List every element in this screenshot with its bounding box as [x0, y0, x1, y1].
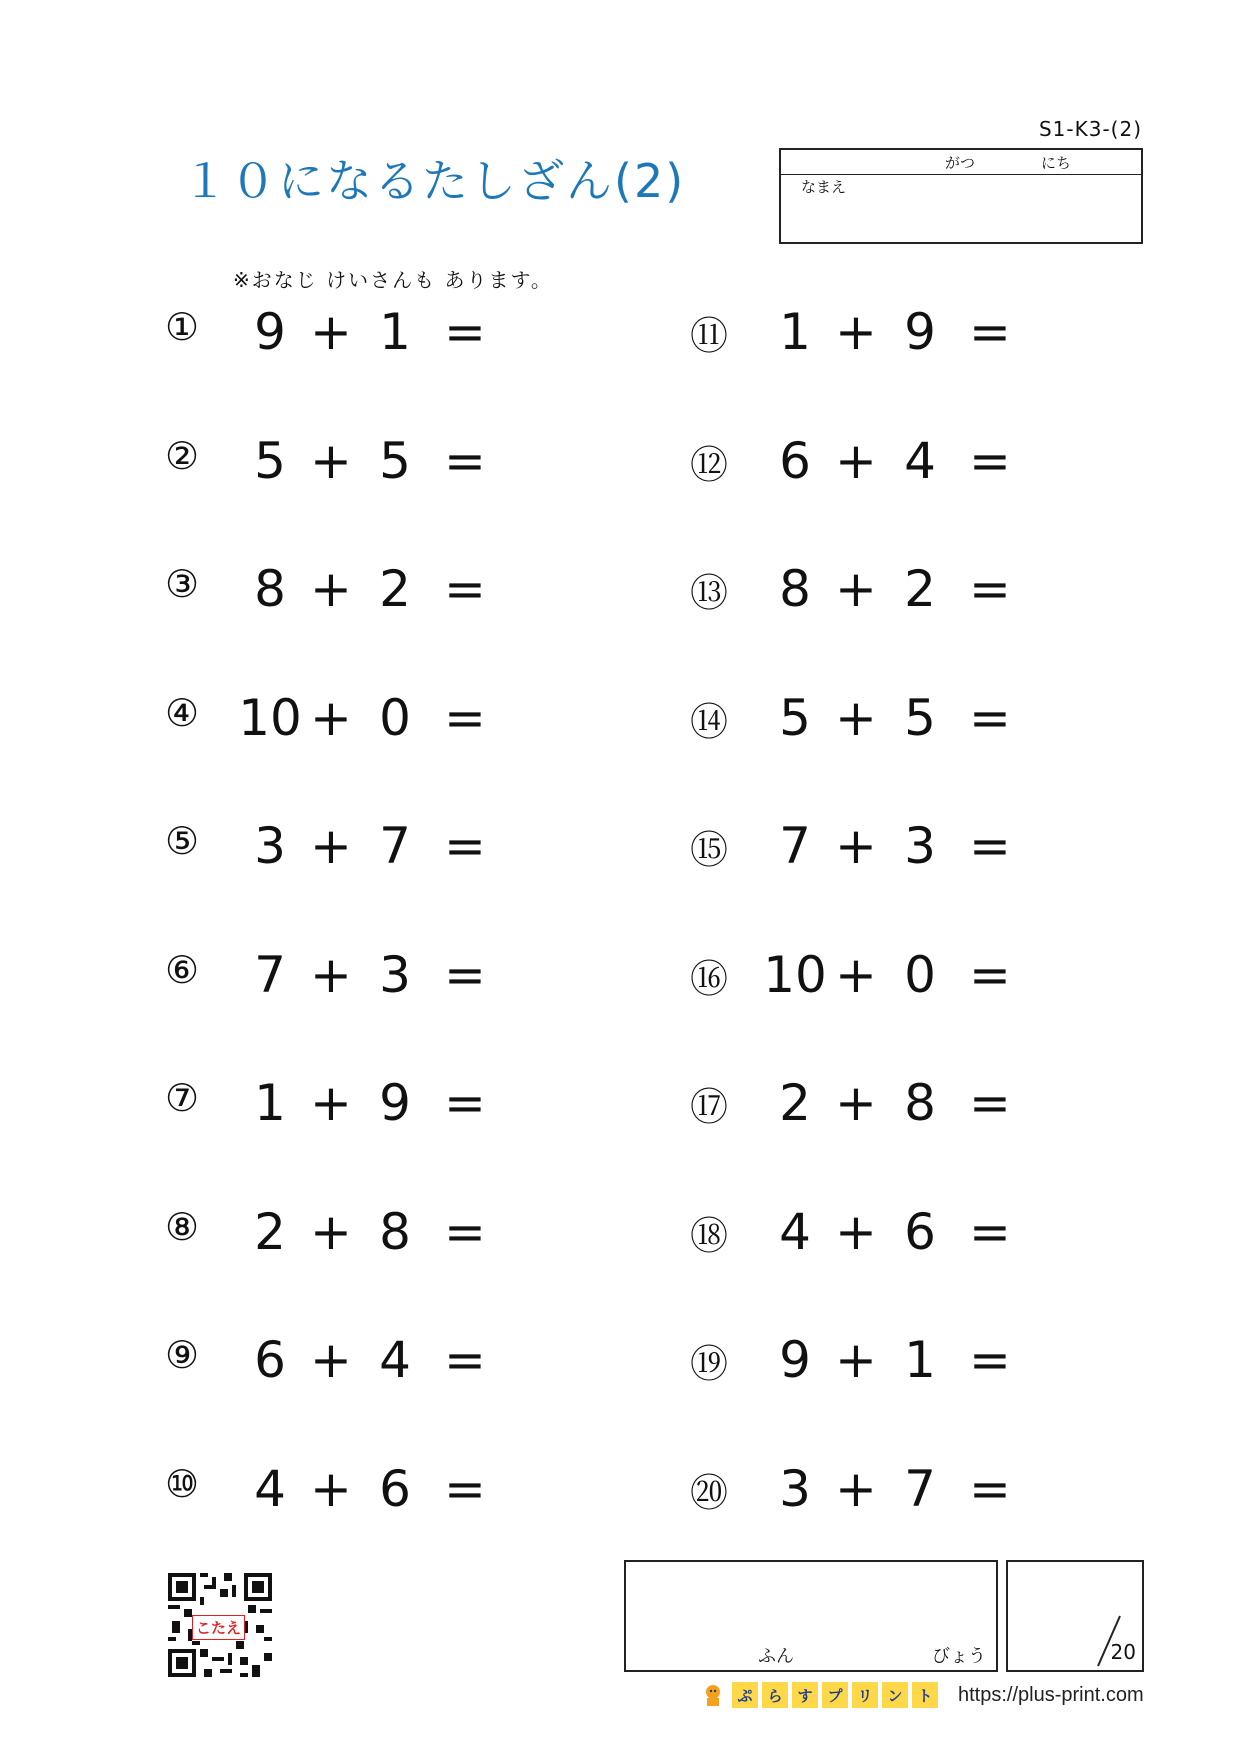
- brand-char: す: [792, 1682, 818, 1708]
- addend-second: 7: [379, 817, 411, 875]
- problem-row: [690, 817, 1030, 887]
- addend-second: 3: [379, 945, 411, 1004]
- equals-sign: =: [969, 1202, 1011, 1261]
- problem-row: [165, 1460, 505, 1530]
- brand-char: ト: [912, 1682, 938, 1708]
- problem-number: ③: [165, 562, 200, 606]
- addend-second: 4: [904, 431, 936, 490]
- addend-second: 0: [379, 688, 411, 747]
- addend-first: 2: [254, 1202, 286, 1261]
- brand-logo: [700, 1680, 1144, 1710]
- problem-number: ⑧: [165, 1204, 200, 1249]
- equals-sign: =: [969, 1459, 1011, 1518]
- day-label: にち: [1041, 154, 1072, 172]
- addend-second: 8: [379, 1202, 411, 1261]
- problem-row: [690, 303, 1030, 373]
- problem-row: [165, 689, 505, 759]
- addend-second: 5: [379, 431, 411, 490]
- brand-name: [732, 1682, 938, 1708]
- answer-qr-code[interactable]: [168, 1573, 272, 1677]
- equals-sign: =: [969, 303, 1011, 361]
- addend-first: 10: [763, 945, 827, 1004]
- score-box: [1006, 1560, 1144, 1672]
- addend-second: 9: [904, 303, 936, 361]
- brand-char: ら: [762, 1682, 788, 1708]
- score-total: 20: [1110, 1640, 1136, 1664]
- problem-row: [165, 560, 505, 630]
- brand-char: ン: [882, 1682, 908, 1708]
- problem-row: [690, 689, 1030, 759]
- addend-second: 4: [379, 1331, 411, 1389]
- addend-second: 9: [379, 1074, 411, 1132]
- addend-first: 1: [779, 303, 811, 361]
- equals-sign: =: [969, 817, 1011, 875]
- addend-first: 10: [238, 688, 302, 747]
- problem-row: [690, 560, 1030, 630]
- equals-sign: =: [444, 817, 486, 875]
- equals-sign: =: [969, 560, 1011, 618]
- addend-second: 7: [904, 1459, 936, 1518]
- equals-sign: =: [444, 1202, 486, 1261]
- plus-sign: +: [835, 1202, 877, 1261]
- equals-sign: =: [969, 1331, 1011, 1389]
- plus-sign: +: [835, 1074, 877, 1132]
- plus-sign: +: [310, 431, 352, 490]
- addend-first: 4: [779, 1202, 811, 1261]
- time-box: [624, 1560, 998, 1672]
- equals-sign: =: [444, 560, 486, 618]
- equals-sign: =: [444, 1074, 486, 1132]
- problem-number: ⑫: [690, 442, 729, 487]
- addend-first: 6: [779, 431, 811, 490]
- problem-number: ⑱: [690, 1213, 729, 1258]
- problem-row: [165, 1074, 505, 1144]
- problem-number: ②: [165, 433, 200, 478]
- problem-row: [690, 1203, 1030, 1273]
- plus-sign: +: [310, 1459, 352, 1518]
- seconds-label: びょう: [932, 1646, 986, 1667]
- equals-sign: =: [444, 688, 486, 747]
- addend-second: 3: [904, 817, 936, 875]
- addend-second: 8: [904, 1074, 936, 1132]
- problem-number: ⑭: [690, 699, 729, 744]
- site-url[interactable]: https://plus-print.com: [958, 1683, 1144, 1706]
- plus-sign: +: [310, 817, 352, 875]
- addend-first: 1: [254, 1074, 286, 1132]
- equals-sign: =: [444, 1459, 486, 1518]
- plus-sign: +: [835, 688, 877, 747]
- problem-number: ④: [165, 690, 200, 735]
- problem-row: [165, 946, 505, 1016]
- plus-sign: +: [835, 1331, 877, 1389]
- problem-number: ⑥: [165, 947, 200, 992]
- addend-first: 5: [254, 431, 286, 490]
- brand-char: プ: [822, 1682, 848, 1708]
- problem-number: ⑦: [165, 1076, 200, 1120]
- problem-row: [165, 303, 505, 373]
- addend-first: 8: [254, 560, 286, 618]
- problem-number: ⑮: [690, 828, 729, 872]
- addend-second: 5: [904, 688, 936, 747]
- equals-sign: =: [444, 945, 486, 1004]
- month-label: がつ: [945, 154, 976, 172]
- equals-sign: =: [444, 1331, 486, 1389]
- problem-row: [690, 1074, 1030, 1144]
- problem-number: ⑰: [690, 1085, 729, 1129]
- addend-first: 7: [779, 817, 811, 875]
- plus-sign: +: [835, 560, 877, 618]
- plus-sign: +: [310, 560, 352, 618]
- problem-row: [690, 946, 1030, 1016]
- addend-first: 3: [254, 817, 286, 875]
- addend-first: 8: [779, 560, 811, 618]
- plus-sign: +: [310, 945, 352, 1004]
- plus-sign: +: [310, 303, 352, 361]
- addend-second: 6: [904, 1202, 936, 1261]
- problem-number: ⑲: [690, 1342, 729, 1386]
- name-date-box: [779, 148, 1143, 244]
- problem-row: [165, 817, 505, 887]
- problem-row: [690, 1460, 1030, 1530]
- addend-second: 1: [379, 303, 411, 361]
- worksheet-title: １０になるたしざん(2): [182, 154, 686, 208]
- plus-sign: +: [835, 1459, 877, 1518]
- plus-sign: +: [310, 1202, 352, 1261]
- problem-number: ⑳: [690, 1470, 729, 1515]
- addend-first: 7: [254, 945, 286, 1004]
- addend-first: 9: [254, 303, 286, 361]
- date-row: [781, 150, 1141, 175]
- name-label: なまえ: [801, 178, 847, 196]
- addend-first: 3: [779, 1459, 811, 1518]
- problem-number: ⑨: [165, 1333, 200, 1377]
- addend-first: 4: [254, 1459, 286, 1518]
- problem-row: [165, 432, 505, 502]
- problem-number: ⑯: [690, 956, 729, 1001]
- plus-sign: +: [310, 688, 352, 747]
- equals-sign: =: [444, 303, 486, 361]
- problem-number: ①: [165, 305, 200, 349]
- equals-sign: =: [444, 431, 486, 490]
- minutes-label: ふん: [758, 1646, 794, 1667]
- note-text: ※おなじ けいさんも あります。: [233, 268, 553, 292]
- problem-row: [165, 1203, 505, 1273]
- plus-sign: +: [835, 303, 877, 361]
- plus-sign: +: [310, 1074, 352, 1132]
- brand-char: ぷ: [732, 1682, 758, 1708]
- qr-answer-label: こたえ: [192, 1615, 245, 1640]
- problem-row: [165, 1331, 505, 1401]
- brand-char: リ: [852, 1682, 878, 1708]
- addend-second: 1: [904, 1331, 936, 1389]
- plus-sign: +: [310, 1331, 352, 1389]
- addend-second: 2: [904, 560, 936, 618]
- mascot-icon: [700, 1682, 726, 1708]
- worksheet-code: S1-K3-(2): [1038, 117, 1142, 141]
- equals-sign: =: [969, 688, 1011, 747]
- equals-sign: =: [969, 945, 1011, 1004]
- plus-sign: +: [835, 945, 877, 1004]
- addend-first: 6: [254, 1331, 286, 1389]
- addend-second: 0: [904, 945, 936, 1004]
- problem-number: ⑩: [165, 1461, 200, 1506]
- problem-number: ⑪: [690, 314, 729, 358]
- addend-first: 5: [779, 688, 811, 747]
- addend-second: 2: [379, 560, 411, 618]
- addend-second: 6: [379, 1459, 411, 1518]
- problem-number: ⑤: [165, 819, 200, 863]
- addend-first: 2: [779, 1074, 811, 1132]
- addend-first: 9: [779, 1331, 811, 1389]
- plus-sign: +: [835, 431, 877, 490]
- problem-row: [690, 432, 1030, 502]
- plus-sign: +: [835, 817, 877, 875]
- equals-sign: =: [969, 431, 1011, 490]
- problem-row: [690, 1331, 1030, 1401]
- equals-sign: =: [969, 1074, 1011, 1132]
- problem-number: ⑬: [690, 571, 729, 615]
